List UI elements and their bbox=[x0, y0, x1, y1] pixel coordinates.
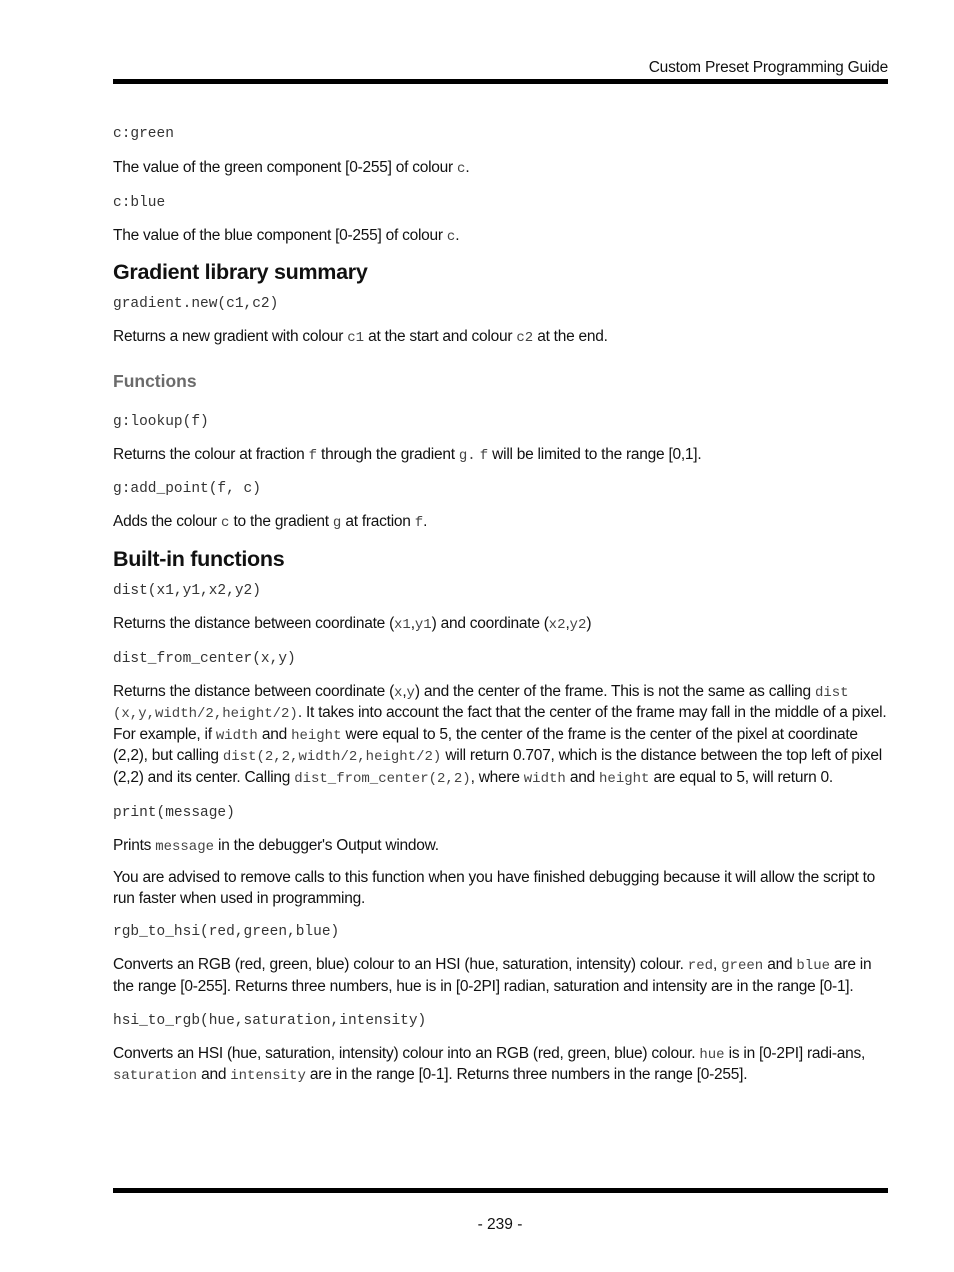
page-content bbox=[113, 124, 888, 1087]
section-heading: Built-in functions bbox=[113, 546, 285, 571]
code-signature: dist_from_center(x,y) bbox=[113, 650, 296, 667]
code-signature: g:lookup(f) bbox=[113, 413, 209, 430]
code-signature: dist(x1,y1,x2,y2) bbox=[113, 582, 261, 599]
header-rule bbox=[113, 79, 888, 84]
code-signature: c:green bbox=[113, 126, 174, 142]
subsection-heading: Functions bbox=[113, 370, 197, 391]
footer-rule bbox=[113, 1188, 888, 1193]
description: Converts an HSI (hue, saturation, intensity) colour into an RGB (red, green, blue) colour. hue is in [0-2PI] radi-ans, saturation and intensity are in the range [0-1]. Returns three numbers in the range [0-255]. bbox=[113, 1044, 866, 1085]
page-number: - 239 - bbox=[477, 1216, 523, 1233]
description: Returns the distance between coordinate (x1,y1) and coordinate (x2,y2) bbox=[113, 614, 592, 633]
description: Returns the colour at fraction f through the gradient g. f will be limited to the range [0,1]. bbox=[113, 445, 702, 464]
description: The value of the blue component [0-255] of colour c. bbox=[113, 226, 460, 245]
description: Adds the colour c to the gradient g at fraction f. bbox=[113, 513, 428, 532]
description: Prints message in the debugger's Output window. bbox=[113, 836, 439, 855]
code-signature: g:add_point(f, c) bbox=[113, 481, 261, 498]
note: You are advised to remove calls to this function when you have finished debugging because it will allow the script to run faster when used in programming. bbox=[113, 869, 876, 907]
code-signature: gradient.new(c1,c2) bbox=[113, 296, 279, 313]
code-signature: rgb_to_hsi(red,green,blue) bbox=[113, 924, 340, 941]
description: The value of the green component [0-255] of colour c. bbox=[113, 159, 470, 177]
section-heading: Gradient library summary bbox=[113, 260, 368, 285]
description: Converts an RGB (red, green, blue) colour to an HSI (hue, saturation, intensity) colour. red, green and blue are in the range [0-255]. Returns three numbers, hue is in [0-2PI] radian, saturation and intensity are in the range [0-1]. bbox=[113, 956, 872, 995]
code-signature: print(message) bbox=[113, 804, 235, 821]
code-signature: hsi_to_rgb(hue,saturation,intensity) bbox=[113, 1012, 427, 1029]
description: Returns a new gradient with colour c1 at the start and colour c2 at the end. bbox=[113, 328, 608, 347]
description: Returns the distance between coordinate (x,y) and the center of the frame. This is not the same as calling dist (x,y,width/2,height/2). It takes into account the fact that the center of the frame may fall in the middle of a pixel. For example, if width and height were equal to 5, the center of the frame is the center of the pixel at coordinate (2,2), but calling dist(2,2,width/2,height/2) will return 0.707, which is the distance between the top left of pixel (2,2) and its center. Calling dist_from_center(2,2), where width and height are equal to 5, will return 0. bbox=[113, 682, 887, 787]
running-header: Custom Preset Programming Guide bbox=[648, 59, 888, 76]
code-signature: c:blue bbox=[113, 194, 166, 211]
